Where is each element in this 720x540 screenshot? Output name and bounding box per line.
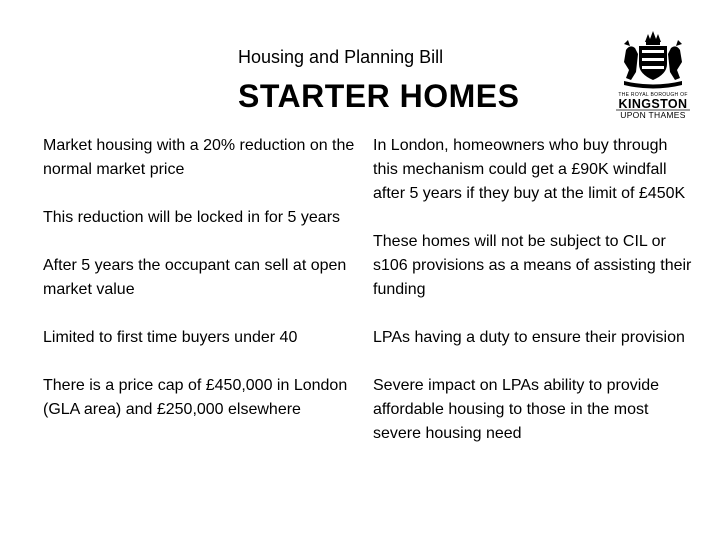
kingston-logo [612, 28, 694, 120]
slide-title: STARTER HOMES [238, 78, 520, 114]
right-point-4: Severe impact on LPAs ability to provide affordable housing to those in the most severe housing need [373, 377, 660, 442]
coat-of-arms-icon [612, 28, 694, 120]
logo-line-2: KINGSTON [618, 97, 688, 111]
left-point-2: This reduction will be locked in for 5 years [43, 209, 341, 226]
right-point-3: LPAs having a duty to ensure their provision [373, 329, 685, 346]
logo-line-3: UPON THAMES [620, 110, 686, 120]
left-point-5: There is a price cap of £450,000 in London (GLA area) and £250,000 elsewhere [43, 377, 348, 418]
left-point-4: Limited to first time buyers under 40 [43, 329, 298, 346]
slide-subtitle: Housing and Planning Bill [238, 47, 444, 67]
left-point-3: After 5 years the occupant can sell at open market value [43, 257, 347, 298]
logo-line-1: THE ROYAL BOROUGH OF [618, 92, 688, 98]
left-point-1: Market housing with a 20% reduction on the normal market price [43, 137, 355, 178]
right-point-2: These homes will not be subject to CIL or s106 provisions as a means of assisting their funding [373, 233, 692, 298]
right-column [373, 134, 693, 470]
right-point-1: In London, homeowners who buy through this mechanism could get a £90K windfall after 5 years if they buy at the limit of £450K [373, 137, 686, 202]
left-column [43, 134, 361, 446]
